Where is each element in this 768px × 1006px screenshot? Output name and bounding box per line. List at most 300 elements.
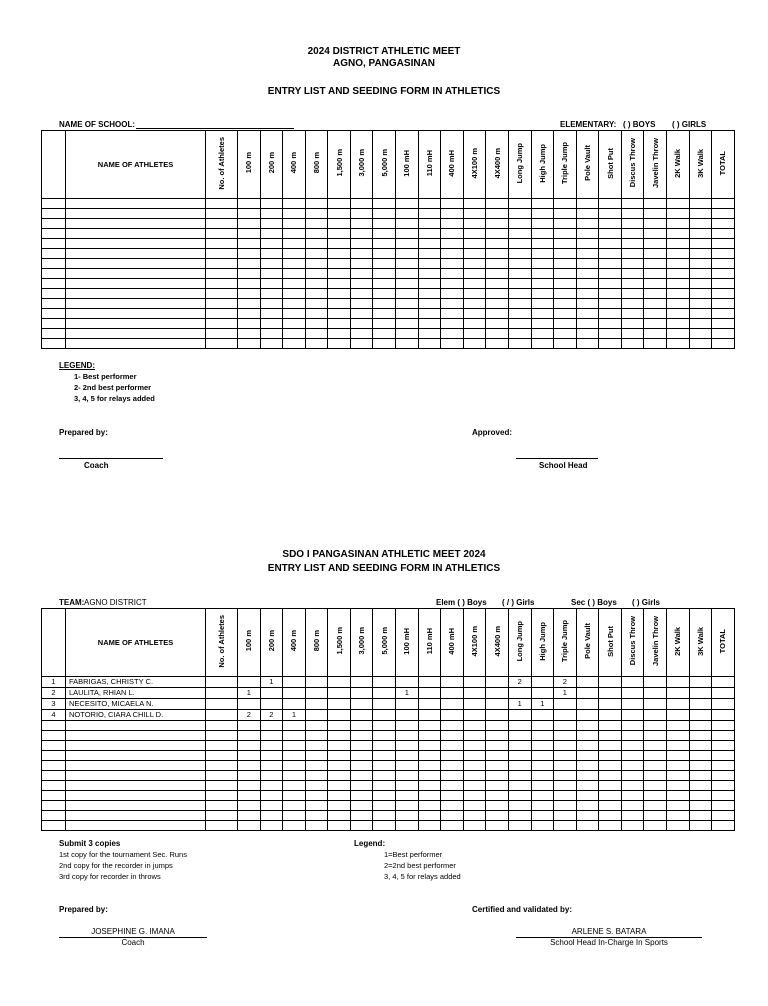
event-cell[interactable]	[350, 761, 373, 771]
event-cell[interactable]	[644, 731, 667, 741]
event-cell[interactable]	[441, 781, 464, 791]
event-cell[interactable]	[508, 811, 531, 821]
event-cell[interactable]	[621, 319, 644, 329]
event-cell[interactable]	[283, 319, 306, 329]
event-cell[interactable]	[486, 329, 509, 339]
event-cell[interactable]	[463, 688, 486, 699]
event-cell[interactable]	[621, 761, 644, 771]
event-cell[interactable]	[373, 279, 396, 289]
event-cell[interactable]	[441, 239, 464, 249]
event-cell[interactable]	[531, 751, 554, 761]
event-cell[interactable]	[463, 209, 486, 219]
event-cell[interactable]	[418, 299, 441, 309]
event-cell[interactable]	[328, 731, 351, 741]
event-cell[interactable]	[206, 731, 238, 741]
event-cell[interactable]	[350, 731, 373, 741]
event-cell[interactable]	[350, 249, 373, 259]
event-cell[interactable]	[621, 710, 644, 721]
event-cell[interactable]	[238, 781, 261, 791]
event-cell[interactable]	[599, 219, 622, 229]
event-cell[interactable]	[238, 299, 261, 309]
event-cell[interactable]	[238, 279, 261, 289]
event-cell[interactable]	[486, 339, 509, 349]
event-cell[interactable]	[328, 239, 351, 249]
event-cell[interactable]	[396, 249, 419, 259]
event-cell[interactable]	[418, 259, 441, 269]
event-cell[interactable]	[712, 791, 735, 801]
event-cell[interactable]	[238, 269, 261, 279]
event-cell[interactable]	[486, 731, 509, 741]
event-cell[interactable]	[305, 309, 328, 319]
event-cell[interactable]	[712, 751, 735, 761]
event-cell[interactable]	[576, 219, 599, 229]
event-cell[interactable]	[418, 811, 441, 821]
event-cell[interactable]	[206, 751, 238, 761]
event-cell[interactable]	[689, 801, 712, 811]
row-number[interactable]	[42, 219, 66, 229]
event-cell[interactable]	[463, 219, 486, 229]
event-cell[interactable]	[666, 688, 689, 699]
event-cell[interactable]	[328, 821, 351, 831]
event-cell[interactable]	[689, 821, 712, 831]
event-cell[interactable]	[644, 249, 667, 259]
event-cell[interactable]	[463, 751, 486, 761]
event-cell[interactable]	[305, 289, 328, 299]
event-cell[interactable]	[712, 229, 735, 239]
event-cell[interactable]	[576, 731, 599, 741]
event-cell[interactable]	[238, 319, 261, 329]
event-cell[interactable]	[576, 821, 599, 831]
athlete-name-cell[interactable]	[66, 249, 206, 259]
athlete-name-cell[interactable]	[66, 761, 206, 771]
event-cell[interactable]	[531, 821, 554, 831]
event-cell[interactable]	[350, 710, 373, 721]
row-number[interactable]	[42, 199, 66, 209]
athlete-name-cell[interactable]	[66, 219, 206, 229]
event-cell[interactable]	[418, 688, 441, 699]
event-cell[interactable]	[418, 710, 441, 721]
event-cell[interactable]	[418, 677, 441, 688]
event-cell[interactable]	[396, 259, 419, 269]
row-number[interactable]	[42, 811, 66, 821]
event-cell[interactable]	[260, 269, 283, 279]
event-cell[interactable]	[260, 791, 283, 801]
event-cell[interactable]	[260, 219, 283, 229]
event-cell[interactable]	[508, 741, 531, 751]
event-cell[interactable]	[260, 801, 283, 811]
event-cell[interactable]	[441, 339, 464, 349]
event-cell[interactable]	[599, 269, 622, 279]
row-number[interactable]	[42, 821, 66, 831]
event-cell[interactable]	[712, 309, 735, 319]
event-cell[interactable]	[206, 688, 238, 699]
event-cell[interactable]	[328, 751, 351, 761]
event-cell[interactable]	[576, 721, 599, 731]
event-cell[interactable]	[441, 319, 464, 329]
event-cell[interactable]	[260, 239, 283, 249]
event-cell[interactable]	[486, 299, 509, 309]
event-cell[interactable]	[418, 229, 441, 239]
event-cell[interactable]	[463, 699, 486, 710]
event-cell[interactable]	[238, 209, 261, 219]
event-cell[interactable]	[441, 219, 464, 229]
row-number[interactable]	[42, 771, 66, 781]
event-cell[interactable]	[418, 209, 441, 219]
event-cell[interactable]	[283, 688, 306, 699]
event-cell[interactable]	[441, 209, 464, 219]
event-cell[interactable]	[508, 259, 531, 269]
event-cell[interactable]	[599, 209, 622, 219]
event-cell[interactable]	[238, 309, 261, 319]
athlete-name-cell[interactable]	[66, 781, 206, 791]
event-cell[interactable]	[554, 821, 577, 831]
event-cell[interactable]	[373, 811, 396, 821]
event-cell[interactable]	[689, 329, 712, 339]
event-cell[interactable]	[531, 249, 554, 259]
event-cell[interactable]	[260, 721, 283, 731]
event-cell[interactable]	[621, 309, 644, 319]
event-cell[interactable]	[396, 731, 419, 741]
event-cell[interactable]	[554, 699, 577, 710]
event-cell[interactable]	[238, 721, 261, 731]
event-cell[interactable]	[283, 269, 306, 279]
event-cell[interactable]	[305, 751, 328, 761]
athlete-name-cell[interactable]: FABRIGAS, CHRISTY C.	[66, 677, 206, 688]
event-cell[interactable]	[238, 229, 261, 239]
event-cell[interactable]	[418, 721, 441, 731]
event-cell[interactable]	[554, 801, 577, 811]
event-cell[interactable]	[350, 821, 373, 831]
event-cell[interactable]	[531, 811, 554, 821]
event-cell[interactable]	[599, 249, 622, 259]
event-cell[interactable]	[328, 319, 351, 329]
row-number[interactable]	[42, 319, 66, 329]
event-cell[interactable]	[283, 699, 306, 710]
event-cell[interactable]	[599, 721, 622, 731]
event-cell[interactable]	[418, 791, 441, 801]
event-cell[interactable]	[712, 731, 735, 741]
event-cell[interactable]	[486, 791, 509, 801]
event-cell[interactable]	[666, 249, 689, 259]
event-cell[interactable]	[531, 781, 554, 791]
event-cell[interactable]	[350, 239, 373, 249]
event-cell[interactable]	[508, 199, 531, 209]
event-cell[interactable]	[396, 761, 419, 771]
event-cell[interactable]: 1	[396, 688, 419, 699]
event-cell[interactable]	[531, 199, 554, 209]
event-cell[interactable]	[576, 239, 599, 249]
event-cell[interactable]	[508, 771, 531, 781]
event-cell[interactable]	[418, 309, 441, 319]
event-cell[interactable]	[531, 710, 554, 721]
event-cell[interactable]	[576, 269, 599, 279]
event-cell[interactable]	[328, 209, 351, 219]
event-cell[interactable]	[599, 239, 622, 249]
event-cell[interactable]	[644, 299, 667, 309]
event-cell[interactable]	[531, 239, 554, 249]
event-cell[interactable]	[396, 811, 419, 821]
event-cell[interactable]	[206, 239, 238, 249]
event-cell[interactable]	[576, 751, 599, 761]
event-cell[interactable]	[508, 289, 531, 299]
event-cell[interactable]	[305, 710, 328, 721]
event-cell[interactable]	[486, 269, 509, 279]
event-cell[interactable]	[644, 771, 667, 781]
team-value[interactable]: AGNO DISTRICT	[84, 598, 256, 609]
event-cell[interactable]	[305, 319, 328, 329]
row-number[interactable]	[42, 229, 66, 239]
event-cell[interactable]	[712, 710, 735, 721]
event-cell[interactable]	[373, 259, 396, 269]
event-cell[interactable]	[644, 289, 667, 299]
event-cell[interactable]	[486, 259, 509, 269]
event-cell[interactable]	[206, 309, 238, 319]
event-cell[interactable]	[373, 699, 396, 710]
event-cell[interactable]	[396, 821, 419, 831]
event-cell[interactable]	[689, 781, 712, 791]
event-cell[interactable]: 1	[238, 688, 261, 699]
event-cell[interactable]	[283, 751, 306, 761]
event-cell[interactable]	[350, 721, 373, 731]
event-cell[interactable]	[396, 781, 419, 791]
event-cell[interactable]	[238, 249, 261, 259]
event-cell[interactable]	[260, 699, 283, 710]
event-cell[interactable]	[418, 821, 441, 831]
event-cell[interactable]	[463, 199, 486, 209]
event-cell[interactable]	[441, 811, 464, 821]
event-cell[interactable]	[396, 741, 419, 751]
event-cell[interactable]	[206, 249, 238, 259]
event-cell[interactable]	[283, 329, 306, 339]
event-cell[interactable]	[350, 771, 373, 781]
event-cell[interactable]	[689, 677, 712, 688]
event-cell[interactable]	[305, 299, 328, 309]
event-cell[interactable]	[689, 219, 712, 229]
event-cell[interactable]: 2	[554, 677, 577, 688]
event-cell[interactable]	[305, 699, 328, 710]
event-cell[interactable]	[238, 239, 261, 249]
event-cell[interactable]	[554, 289, 577, 299]
event-cell[interactable]	[712, 219, 735, 229]
event-cell[interactable]	[260, 289, 283, 299]
event-cell[interactable]	[418, 771, 441, 781]
event-cell[interactable]	[712, 329, 735, 339]
event-cell[interactable]	[531, 761, 554, 771]
event-cell[interactable]	[712, 269, 735, 279]
event-cell[interactable]	[328, 199, 351, 209]
event-cell[interactable]	[283, 811, 306, 821]
event-cell[interactable]	[666, 259, 689, 269]
event-cell[interactable]	[554, 329, 577, 339]
event-cell[interactable]	[554, 279, 577, 289]
event-cell[interactable]	[689, 761, 712, 771]
event-cell[interactable]	[260, 249, 283, 259]
event-cell[interactable]	[508, 299, 531, 309]
event-cell[interactable]	[328, 781, 351, 791]
event-cell[interactable]	[712, 299, 735, 309]
event-cell[interactable]	[260, 299, 283, 309]
event-cell[interactable]	[283, 249, 306, 259]
event-cell[interactable]	[206, 801, 238, 811]
event-cell[interactable]	[418, 741, 441, 751]
event-cell[interactable]	[206, 329, 238, 339]
athlete-name-cell[interactable]	[66, 821, 206, 831]
row-number[interactable]	[42, 309, 66, 319]
event-cell[interactable]	[508, 209, 531, 219]
event-cell[interactable]	[305, 677, 328, 688]
event-cell[interactable]	[599, 751, 622, 761]
event-cell[interactable]	[689, 269, 712, 279]
event-cell[interactable]	[666, 801, 689, 811]
event-cell[interactable]	[206, 219, 238, 229]
event-cell[interactable]	[644, 688, 667, 699]
event-cell[interactable]	[508, 761, 531, 771]
event-cell[interactable]	[396, 299, 419, 309]
event-cell[interactable]	[666, 269, 689, 279]
event-cell[interactable]	[350, 299, 373, 309]
event-cell[interactable]	[621, 721, 644, 731]
event-cell[interactable]	[328, 811, 351, 821]
row-number[interactable]	[42, 339, 66, 349]
event-cell[interactable]	[621, 259, 644, 269]
event-cell[interactable]	[206, 821, 238, 831]
event-cell[interactable]	[238, 811, 261, 821]
event-cell[interactable]	[508, 710, 531, 721]
event-cell[interactable]	[531, 677, 554, 688]
event-cell[interactable]	[373, 239, 396, 249]
event-cell[interactable]	[712, 761, 735, 771]
event-cell[interactable]	[644, 801, 667, 811]
event-cell[interactable]	[712, 801, 735, 811]
event-cell[interactable]	[260, 199, 283, 209]
event-cell[interactable]	[644, 781, 667, 791]
event-cell[interactable]	[463, 731, 486, 741]
event-cell[interactable]	[486, 209, 509, 219]
event-cell[interactable]	[599, 761, 622, 771]
event-cell[interactable]	[260, 259, 283, 269]
event-cell[interactable]	[599, 811, 622, 821]
event-cell[interactable]	[644, 219, 667, 229]
event-cell[interactable]	[712, 289, 735, 299]
event-cell[interactable]	[644, 269, 667, 279]
event-cell[interactable]	[260, 761, 283, 771]
event-cell[interactable]	[508, 688, 531, 699]
event-cell[interactable]	[576, 339, 599, 349]
event-cell[interactable]	[621, 791, 644, 801]
event-cell[interactable]	[260, 811, 283, 821]
event-cell[interactable]	[576, 811, 599, 821]
event-cell[interactable]	[666, 721, 689, 731]
event-cell[interactable]	[238, 821, 261, 831]
event-cell[interactable]	[689, 279, 712, 289]
event-cell[interactable]	[576, 199, 599, 209]
event-cell[interactable]	[206, 209, 238, 219]
event-cell[interactable]	[441, 699, 464, 710]
event-cell[interactable]	[283, 229, 306, 239]
event-cell[interactable]	[666, 199, 689, 209]
event-cell[interactable]	[576, 710, 599, 721]
event-cell[interactable]	[486, 219, 509, 229]
event-cell[interactable]	[350, 677, 373, 688]
event-cell[interactable]: 2	[238, 710, 261, 721]
event-cell[interactable]	[712, 259, 735, 269]
event-cell[interactable]	[418, 219, 441, 229]
event-cell[interactable]	[554, 229, 577, 239]
event-cell[interactable]	[305, 731, 328, 741]
event-cell[interactable]	[463, 339, 486, 349]
athlete-name-cell[interactable]	[66, 269, 206, 279]
event-cell[interactable]	[576, 279, 599, 289]
event-cell[interactable]: 1	[531, 699, 554, 710]
event-cell[interactable]	[486, 741, 509, 751]
event-cell[interactable]	[712, 199, 735, 209]
event-cell[interactable]	[508, 279, 531, 289]
event-cell[interactable]	[418, 319, 441, 329]
event-cell[interactable]	[531, 229, 554, 239]
event-cell[interactable]	[486, 309, 509, 319]
event-cell[interactable]	[689, 699, 712, 710]
event-cell[interactable]	[441, 269, 464, 279]
event-cell[interactable]	[463, 319, 486, 329]
event-cell[interactable]	[599, 731, 622, 741]
event-cell[interactable]	[328, 259, 351, 269]
event-cell[interactable]	[486, 289, 509, 299]
event-cell[interactable]	[531, 289, 554, 299]
event-cell[interactable]	[621, 801, 644, 811]
event-cell[interactable]	[373, 299, 396, 309]
event-cell[interactable]	[305, 781, 328, 791]
event-cell[interactable]	[644, 339, 667, 349]
event-cell[interactable]	[206, 710, 238, 721]
event-cell[interactable]	[328, 279, 351, 289]
event-cell[interactable]	[486, 677, 509, 688]
event-cell[interactable]	[260, 229, 283, 239]
event-cell[interactable]	[508, 731, 531, 741]
event-cell[interactable]	[554, 751, 577, 761]
event-cell[interactable]: 2	[260, 710, 283, 721]
event-cell[interactable]	[576, 259, 599, 269]
event-cell[interactable]	[238, 329, 261, 339]
event-cell[interactable]	[576, 319, 599, 329]
event-cell[interactable]	[441, 710, 464, 721]
event-cell[interactable]	[599, 279, 622, 289]
event-cell[interactable]	[576, 761, 599, 771]
event-cell[interactable]	[508, 821, 531, 831]
event-cell[interactable]	[621, 771, 644, 781]
row-number[interactable]	[42, 289, 66, 299]
event-cell[interactable]	[486, 699, 509, 710]
row-number[interactable]	[42, 329, 66, 339]
event-cell[interactable]	[621, 677, 644, 688]
event-cell[interactable]	[689, 339, 712, 349]
event-cell[interactable]	[644, 721, 667, 731]
event-cell[interactable]	[260, 821, 283, 831]
event-cell[interactable]	[531, 339, 554, 349]
event-cell[interactable]	[328, 721, 351, 731]
event-cell[interactable]	[350, 781, 373, 791]
event-cell[interactable]	[238, 219, 261, 229]
event-cell[interactable]: 2	[508, 677, 531, 688]
athlete-name-cell[interactable]	[66, 289, 206, 299]
event-cell[interactable]	[350, 741, 373, 751]
athlete-name-cell[interactable]	[66, 299, 206, 309]
event-cell[interactable]	[621, 279, 644, 289]
event-cell[interactable]	[554, 791, 577, 801]
event-cell[interactable]	[305, 249, 328, 259]
event-cell[interactable]	[283, 309, 306, 319]
event-cell[interactable]	[463, 710, 486, 721]
athlete-name-cell[interactable]	[66, 279, 206, 289]
